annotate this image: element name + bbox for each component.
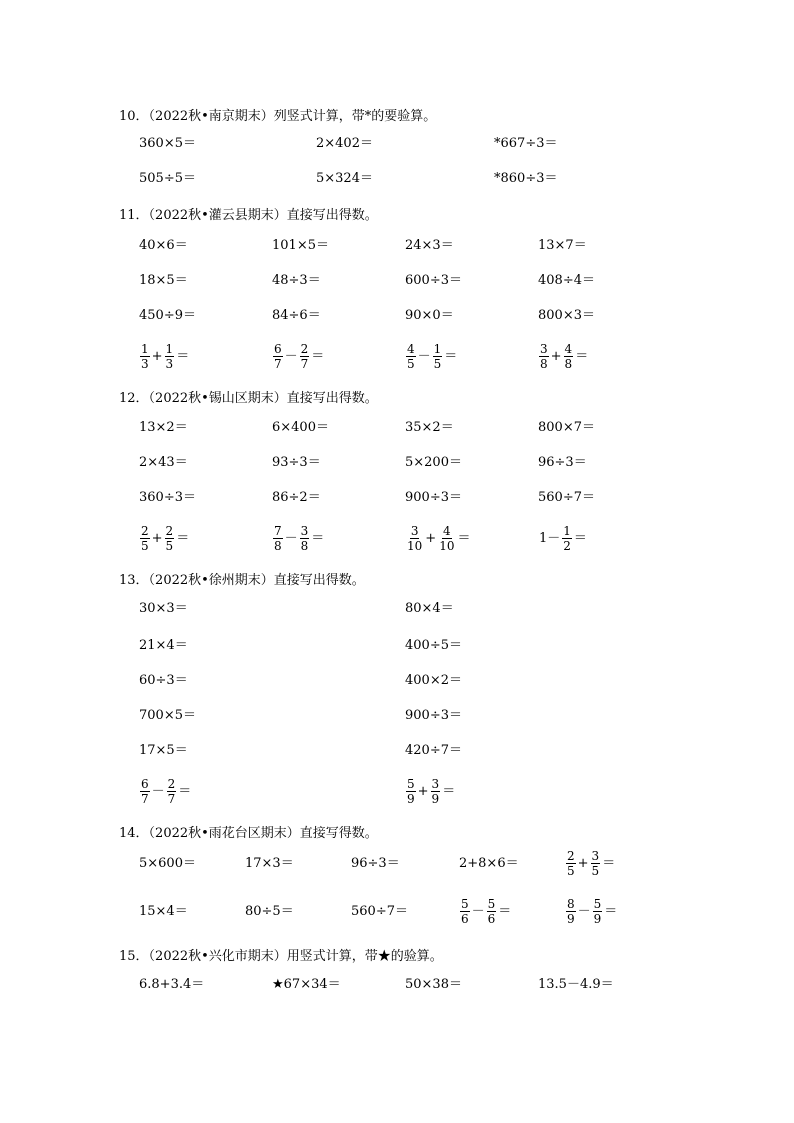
fraction-denominator: 2	[563, 539, 571, 553]
fraction-expression	[538, 342, 589, 371]
calc-item: 420÷7＝	[405, 743, 462, 758]
calc-item: *667÷3＝	[494, 136, 558, 151]
operator: +	[151, 348, 163, 364]
question-title: 10．（2022秋•南京期末）列竖式计算，带*的要验算。	[119, 109, 437, 124]
calc-item: 15×4＝	[139, 904, 188, 919]
question-title: 12．（2022秋•锡山区期末）直接写出得数。	[119, 391, 378, 406]
calc-item: 700×5＝	[139, 708, 196, 723]
equals-sign: ＝	[604, 903, 618, 919]
fraction-numerator: 1	[433, 342, 442, 356]
fraction	[140, 342, 150, 371]
calc-item	[459, 897, 512, 926]
fraction-denominator: 3	[165, 357, 174, 371]
fraction-numerator: 5	[487, 897, 496, 911]
fraction-numerator: 5	[593, 897, 602, 911]
equals-sign: ＝	[444, 348, 458, 364]
calc-item: 560÷7＝	[538, 490, 595, 505]
fraction	[564, 342, 574, 371]
fraction-numerator: 2	[567, 849, 575, 863]
calc-item: *860÷3＝	[494, 171, 558, 186]
fraction-denominator: 5	[407, 357, 415, 371]
fraction-numerator: 1	[165, 342, 174, 356]
fraction-numerator: 2	[141, 524, 149, 538]
fraction-denominator: 9	[593, 912, 602, 926]
fraction-denominator: 5	[141, 539, 149, 553]
calc-item: 18×5＝	[139, 273, 188, 288]
calc-item: 5×200＝	[405, 455, 462, 470]
calc-item: 50×38＝	[405, 977, 462, 992]
fraction	[167, 777, 177, 806]
fraction-expression	[459, 897, 512, 926]
fraction-numerator: 5	[461, 897, 469, 911]
operator: －	[471, 903, 485, 919]
calc-item: 84÷6＝	[272, 308, 321, 323]
fraction-denominator: 7	[167, 792, 176, 806]
calc-item	[139, 777, 192, 806]
calc-item: 2×402＝	[316, 136, 373, 151]
calc-item: 505÷5＝	[139, 171, 196, 186]
operator: －	[284, 348, 298, 364]
calc-item	[538, 524, 588, 553]
calc-item: 35×2＝	[405, 420, 454, 435]
calc-item: 13.5－4.9＝	[538, 977, 614, 992]
fraction	[433, 342, 443, 371]
fraction-denominator: 9	[431, 792, 440, 806]
whole-number-term: 1－	[539, 530, 561, 546]
fraction-denominator: 6	[487, 912, 496, 926]
calc-item: 800×3＝	[538, 308, 595, 323]
fraction-numerator: 3	[431, 777, 440, 791]
fraction-denominator: 5	[591, 864, 600, 878]
fraction	[165, 342, 175, 371]
calc-item: 80×4＝	[405, 601, 454, 616]
calc-item: 360×5＝	[139, 136, 196, 151]
operator: +	[550, 348, 562, 364]
fraction	[460, 897, 470, 926]
calc-item: ★67×34＝	[272, 977, 341, 992]
calc-item: 13×7＝	[538, 238, 587, 253]
calc-item: 21×4＝	[139, 638, 188, 653]
calc-item	[565, 849, 616, 878]
fraction	[406, 777, 416, 806]
fraction	[566, 849, 576, 878]
operator: +	[577, 855, 589, 871]
fraction-expression	[272, 342, 325, 371]
calc-item: 5×324＝	[316, 171, 373, 186]
question-title: 15．（2022秋•兴化市期末）用竖式计算，带★的验算。	[119, 949, 443, 964]
fraction	[140, 777, 150, 806]
operator: －	[417, 348, 431, 364]
fraction-numerator: 8	[567, 897, 575, 911]
fraction	[300, 342, 310, 371]
equals-sign: ＝	[575, 348, 589, 364]
fraction-denominator: 7	[300, 357, 309, 371]
calc-item: 96÷3＝	[538, 455, 587, 470]
calc-item: 400×2＝	[405, 673, 462, 688]
fraction-numerator: 3	[410, 524, 419, 538]
calc-item: 400÷5＝	[405, 638, 462, 653]
equals-sign: ＝	[457, 530, 471, 546]
calc-item	[139, 342, 190, 371]
fraction-expression	[272, 524, 325, 553]
fraction-denominator: 10	[407, 539, 423, 553]
calc-item: 2×43＝	[139, 455, 188, 470]
fraction	[562, 524, 572, 553]
fraction-denominator: 10	[439, 539, 455, 553]
equals-sign: ＝	[176, 530, 190, 546]
calc-item: 80÷5＝	[245, 904, 294, 919]
fraction-expression	[405, 524, 471, 553]
fraction-numerator: 4	[564, 342, 573, 356]
fraction	[593, 897, 603, 926]
fraction-denominator: 5	[433, 357, 442, 371]
fraction	[300, 524, 310, 553]
fraction	[273, 524, 283, 553]
calc-item: 30×3＝	[139, 601, 188, 616]
calc-item: 90×0＝	[405, 308, 454, 323]
calc-item: 6.8+3.4＝	[139, 977, 205, 992]
fraction-denominator: 8	[564, 357, 573, 371]
fraction	[273, 342, 283, 371]
fraction	[165, 524, 175, 553]
fraction-expression	[538, 524, 588, 553]
question-title: 11．（2022秋•灌云县期末）直接写出得数。	[119, 208, 378, 223]
fraction-expression	[139, 524, 190, 553]
fraction-expression	[405, 342, 458, 371]
fraction-denominator: 3	[141, 357, 149, 371]
fraction-numerator: 6	[274, 342, 282, 356]
fraction-denominator: 8	[300, 539, 309, 553]
fraction-numerator: 1	[141, 342, 149, 356]
fraction	[566, 897, 576, 926]
calc-item: 24×3＝	[405, 238, 454, 253]
fraction-expression	[139, 342, 190, 371]
operator: －	[284, 530, 298, 546]
fraction-denominator: 5	[567, 864, 575, 878]
fraction	[487, 897, 497, 926]
fraction-denominator: 8	[274, 539, 282, 553]
calc-item: 600÷3＝	[405, 273, 462, 288]
operator: +	[417, 783, 429, 799]
calc-item: 40×6＝	[139, 238, 188, 253]
fraction-numerator: 3	[591, 849, 600, 863]
fraction-denominator: 7	[141, 792, 149, 806]
calc-item: 2+8×6＝	[459, 856, 519, 871]
calc-item	[272, 342, 325, 371]
equals-sign: ＝	[311, 348, 325, 364]
calc-item: 900÷3＝	[405, 708, 462, 723]
fraction	[406, 524, 423, 553]
fraction-numerator: 2	[165, 524, 174, 538]
equals-sign: ＝	[311, 530, 325, 546]
calc-item: 900÷3＝	[405, 490, 462, 505]
fraction-numerator: 5	[407, 777, 415, 791]
fraction-denominator: 6	[461, 912, 469, 926]
calc-item: 360÷3＝	[139, 490, 196, 505]
fraction-denominator: 9	[567, 912, 575, 926]
calc-item	[405, 524, 471, 553]
fraction-denominator: 8	[540, 357, 548, 371]
calc-item: 17×5＝	[139, 743, 188, 758]
calc-item: 101×5＝	[272, 238, 329, 253]
fraction	[591, 849, 601, 878]
fraction-numerator: 4	[407, 342, 415, 356]
calc-item: 6×400＝	[272, 420, 329, 435]
fraction-numerator: 1	[563, 524, 571, 538]
calc-item	[139, 524, 190, 553]
operator: －	[577, 903, 591, 919]
equals-sign: ＝	[442, 783, 456, 799]
fraction-expression	[139, 777, 192, 806]
fraction-denominator: 9	[407, 792, 415, 806]
calc-item: 5×600＝	[139, 856, 196, 871]
calc-item: 13×2＝	[139, 420, 188, 435]
operator: +	[151, 530, 163, 546]
operator: －	[151, 783, 165, 799]
calc-item: 408÷4＝	[538, 273, 595, 288]
fraction-numerator: 7	[274, 524, 282, 538]
calc-item: 93÷3＝	[272, 455, 321, 470]
calc-item	[565, 897, 618, 926]
calc-item: 17×3＝	[245, 856, 294, 871]
calc-item: 96÷3＝	[351, 856, 400, 871]
fraction-denominator: 7	[274, 357, 282, 371]
fraction-expression	[565, 897, 618, 926]
fraction	[438, 524, 455, 553]
operator: +	[425, 530, 437, 546]
fraction-numerator: 2	[300, 342, 309, 356]
calc-item: 450÷9＝	[139, 308, 196, 323]
fraction-denominator: 5	[165, 539, 174, 553]
equals-sign: ＝	[498, 903, 512, 919]
fraction-numerator: 3	[540, 342, 548, 356]
equals-sign: ＝	[178, 783, 192, 799]
fraction-expression	[565, 849, 616, 878]
calc-item: 800×7＝	[538, 420, 595, 435]
calc-item	[405, 342, 458, 371]
fraction-numerator: 2	[167, 777, 176, 791]
fraction	[140, 524, 150, 553]
question-title: 14．（2022秋•雨花台区期末）直接写得数。	[119, 826, 378, 841]
fraction	[431, 777, 441, 806]
equals-sign: ＝	[602, 855, 616, 871]
calc-item: 48÷3＝	[272, 273, 321, 288]
equals-sign: ＝	[176, 348, 190, 364]
fraction	[539, 342, 549, 371]
fraction-expression	[405, 777, 456, 806]
calc-item	[272, 524, 325, 553]
calc-item: 60÷3＝	[139, 673, 188, 688]
equals-sign: ＝	[573, 530, 587, 546]
question-title: 13．（2022秋•徐州期末）直接写出得数。	[119, 573, 365, 588]
fraction-numerator: 4	[443, 524, 451, 538]
calc-item: 86÷2＝	[272, 490, 321, 505]
fraction-numerator: 6	[141, 777, 149, 791]
calc-item	[405, 777, 456, 806]
calc-item	[538, 342, 589, 371]
fraction	[406, 342, 416, 371]
calc-item: 560÷7＝	[351, 904, 408, 919]
fraction-numerator: 3	[300, 524, 309, 538]
